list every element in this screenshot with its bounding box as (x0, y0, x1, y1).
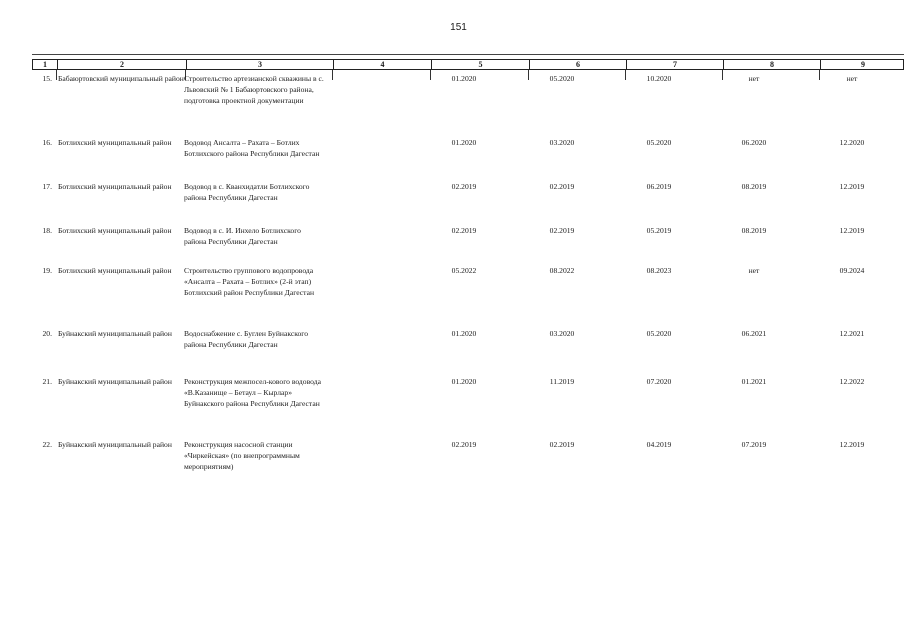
table-header-row (32, 59, 904, 70)
date-cell-6: 08.2022 (549, 266, 575, 275)
date-cell-7: 05.2019 (646, 226, 672, 235)
col-header-9: 9 (820, 60, 905, 69)
date-cell-5: 02.2019 (451, 440, 477, 449)
row-number: 19. (42, 266, 52, 275)
date-cell-5: 02.2019 (451, 226, 477, 235)
date-cell-6: 02.2019 (549, 182, 575, 191)
district-cell: Ботлихский муниципальный район (58, 182, 172, 191)
date-cell-8: нет (748, 74, 760, 83)
district-cell: Ботлихский муниципальный район (58, 226, 172, 235)
district-cell: Буйнакский муниципальный район (58, 440, 172, 449)
date-cell-5: 01.2020 (451, 329, 477, 338)
col-header-5: 5 (431, 60, 529, 69)
date-cell-5: 02.2019 (451, 182, 477, 191)
column-divider (819, 70, 820, 80)
date-cell-6: 02.2019 (549, 226, 575, 235)
column-divider (528, 70, 529, 80)
date-cell-7: 05.2020 (646, 138, 672, 147)
district-cell: Ботлихский муниципальный район (58, 138, 172, 147)
col-header-8: 8 (723, 60, 820, 69)
description-cell: Водовод в с. Кванхидатли Ботлихского района Республики Дагестан (184, 182, 310, 202)
column-divider (56, 70, 57, 80)
date-cell-9: 12.2020 (839, 138, 865, 147)
description-cell: Строительство артезианской скважины в с. Львовский № 1 Бабаюртовского района, подготовка проектной документации (184, 74, 324, 105)
row-number: 15. (42, 74, 52, 83)
row-number: 17. (42, 182, 52, 191)
date-cell-9: 12.2019 (839, 182, 865, 191)
date-cell-7: 10.2020 (646, 74, 672, 83)
column-divider (625, 70, 626, 80)
date-cell-6: 03.2020 (549, 138, 575, 147)
date-cell-6: 03.2020 (549, 329, 575, 338)
row-number: 18. (42, 226, 52, 235)
col-header-6: 6 (529, 60, 626, 69)
row-number: 22. (42, 440, 52, 449)
page-number: 151 (450, 22, 467, 33)
description-cell: Водовод в с. И. Инхело Ботлихского района Республики Дагестан (184, 226, 301, 246)
district-cell: Буйнакский муниципальный район (58, 329, 172, 338)
district-cell: Буйнакский муниципальный район (58, 377, 172, 386)
column-divider (430, 70, 431, 80)
date-cell-5: 01.2020 (451, 138, 477, 147)
date-cell-7: 04.2019 (646, 440, 672, 449)
row-number: 20. (42, 329, 52, 338)
date-cell-9: 12.2021 (839, 329, 865, 338)
description-cell: Строительство группового водопровода «Ансалта – Рахата – Ботлих» (2-й этап) Ботлихский район Республики Дагестан (184, 266, 315, 297)
date-cell-8: 06.2020 (741, 138, 767, 147)
date-cell-8: 06.2021 (741, 329, 767, 338)
description-cell: Водоснабжение с. Буглен Буйнакского района Республики Дагестан (184, 329, 309, 349)
date-cell-7: 05.2020 (646, 329, 672, 338)
col-header-2: 2 (57, 60, 186, 69)
date-cell-5: 01.2020 (451, 377, 477, 386)
date-cell-6: 05.2020 (549, 74, 575, 83)
description-cell: Реконструкция межпосел-кового водовода «В.Казанище – Бетаул – Кырлар» Буйнакского района Республики Дагестан (184, 377, 321, 408)
date-cell-5: 01.2020 (451, 74, 477, 83)
date-cell-5: 05.2022 (451, 266, 477, 275)
row-number: 16. (42, 138, 52, 147)
date-cell-8: 01.2021 (741, 377, 767, 386)
col-header-4: 4 (333, 60, 431, 69)
date-cell-9: 09.2024 (839, 266, 865, 275)
date-cell-8: 07.2019 (741, 440, 767, 449)
header-rule (32, 54, 904, 55)
date-cell-6: 02.2019 (549, 440, 575, 449)
district-cell: Бабаюртовский муниципальный район (58, 74, 184, 83)
col-header-3: 3 (186, 60, 333, 69)
date-cell-8: 08.2019 (741, 226, 767, 235)
date-cell-6: 11.2019 (549, 377, 575, 386)
date-cell-8: 08.2019 (741, 182, 767, 191)
row-number: 21. (42, 377, 52, 386)
date-cell-7: 06.2019 (646, 182, 672, 191)
column-divider (722, 70, 723, 80)
date-cell-9: 12.2019 (839, 440, 865, 449)
column-divider (332, 70, 333, 80)
col-header-7: 7 (626, 60, 723, 69)
description-cell: Водовод Ансалта – Рахата – Ботлих Ботлихского района Республики Дагестан (184, 138, 320, 158)
date-cell-9: нет (846, 74, 858, 83)
district-cell: Ботлихский муниципальный район (58, 266, 172, 275)
date-cell-9: 12.2022 (839, 377, 865, 386)
col-header-1: 1 (43, 60, 47, 69)
date-cell-8: нет (748, 266, 760, 275)
description-cell: Реконструкция насосной станции «Чиркейская» (по внепрограммным мероприятиям) (184, 440, 300, 471)
date-cell-7: 07.2020 (646, 377, 672, 386)
date-cell-9: 12.2019 (839, 226, 865, 235)
date-cell-7: 08.2023 (646, 266, 672, 275)
